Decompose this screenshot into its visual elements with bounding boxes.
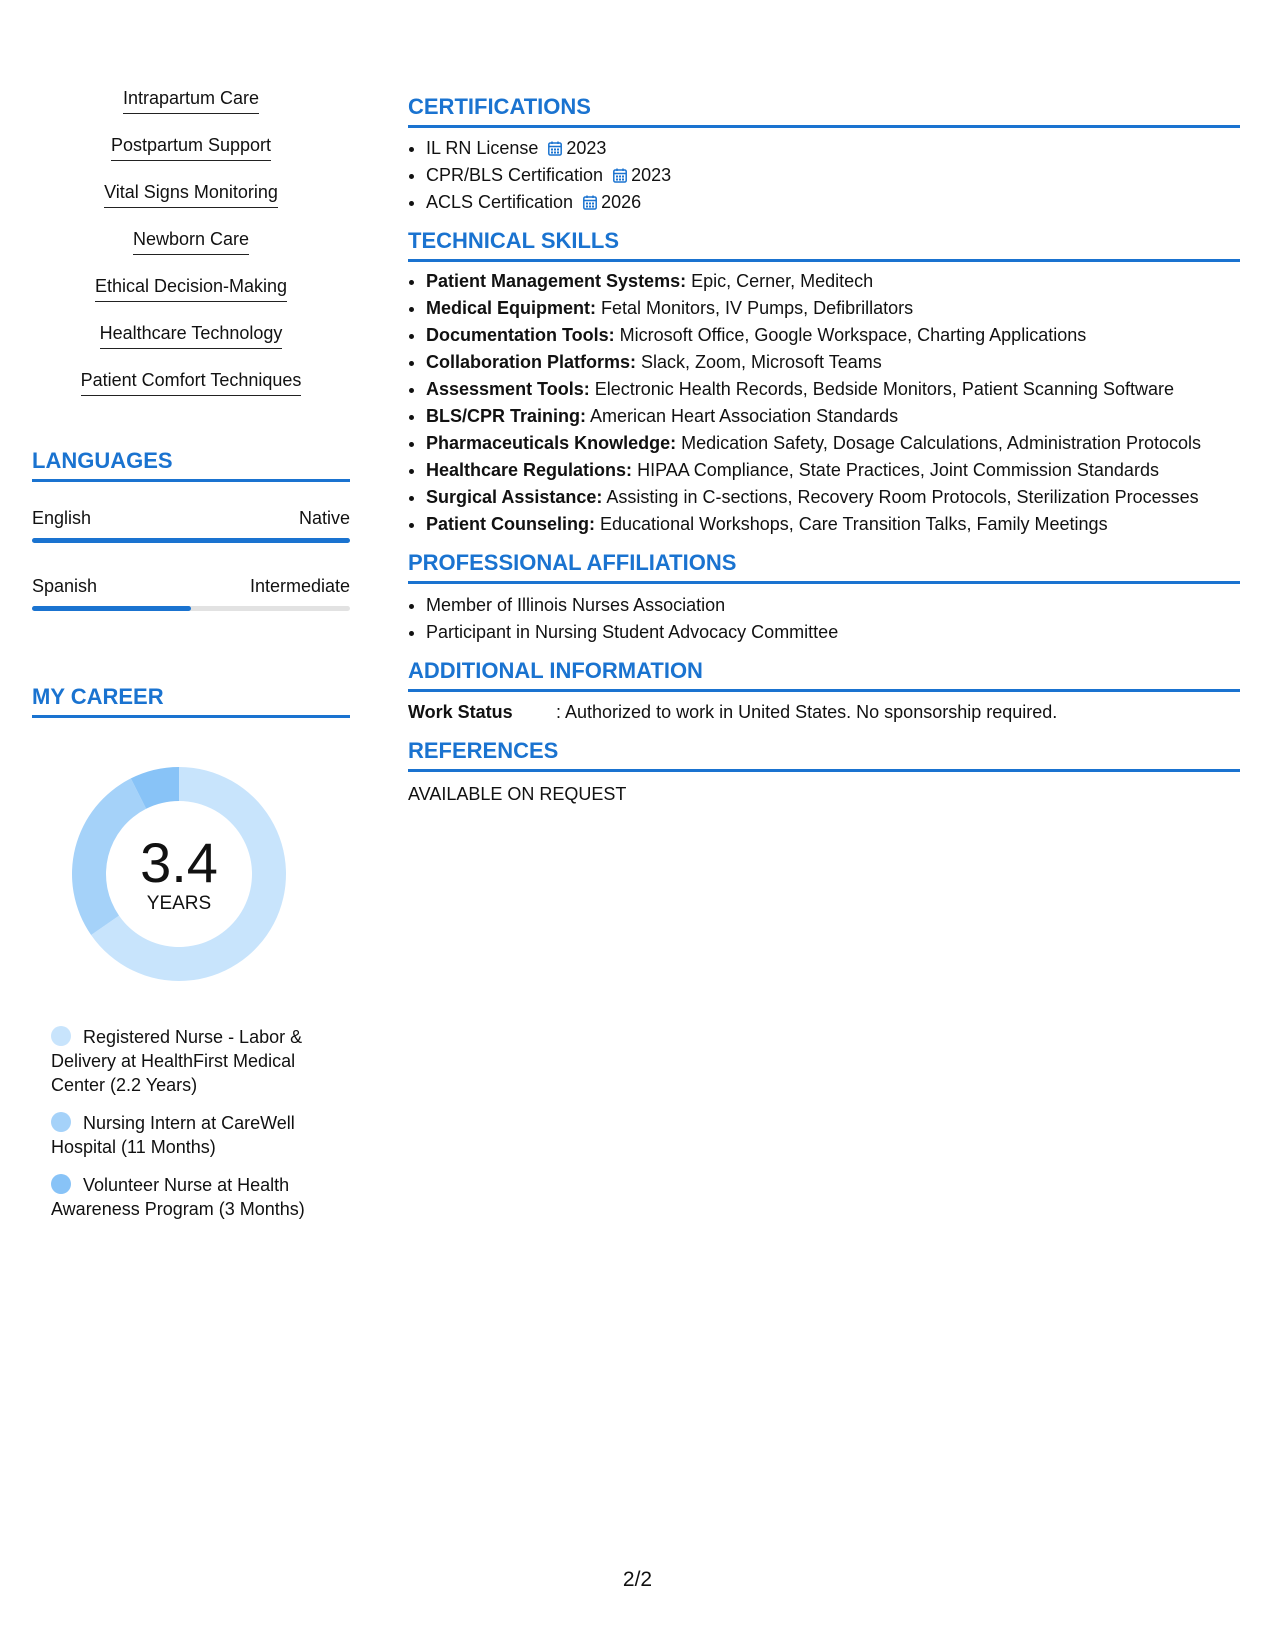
certification-name: CPR/BLS Certification <box>426 165 604 185</box>
references-title: REFERENCES <box>408 738 1240 772</box>
technical-skill-item <box>426 457 1240 484</box>
technical-skill-label: BLS/CPR Training: <box>426 406 587 426</box>
references-section <box>408 738 1240 806</box>
technical-skill-item <box>426 268 1240 295</box>
language-name: English <box>32 508 92 528</box>
skill-tag: Intrapartum Care <box>123 86 259 114</box>
skill-tag: Newborn Care <box>133 227 249 255</box>
career-title: MY CAREER <box>32 684 350 718</box>
technical-skill-item <box>426 376 1240 403</box>
career-section <box>32 684 350 1221</box>
skill-tag: Patient Comfort Techniques <box>81 368 302 396</box>
technical-skill-item <box>426 511 1240 538</box>
language-proficiency-bar <box>32 606 350 611</box>
technical-skill-value: Educational Workshops, Care Transition Talks, Family Meetings <box>595 514 1108 534</box>
affiliation-item: • Participant in Nursing Student Advocacy Committee <box>426 619 1240 646</box>
legend-label: Registered Nurse - Labor & Delivery at HealthFirst Medical Center (2.2 Years) <box>51 1027 303 1095</box>
language-level: Native <box>298 508 350 528</box>
legend-label: Volunteer Nurse at Health Awareness Program (3 Months) <box>51 1175 305 1219</box>
certification-year: 2026 <box>601 192 642 212</box>
additional-info-section <box>408 658 1240 724</box>
technical-skill-item <box>426 430 1240 457</box>
career-donut <box>66 761 292 987</box>
affiliation-item: • Member of Illinois Nurses Association <box>426 592 1240 619</box>
technical-skill-label: Medical Equipment: <box>426 298 597 318</box>
technical-skill-value: Medication Safety, Dosage Calculations, Administration Protocols <box>676 433 1202 453</box>
affiliations-list <box>408 592 1240 646</box>
certification-year: 2023 <box>566 138 607 158</box>
career-legend <box>51 1025 331 1221</box>
certification-item <box>426 162 1240 189</box>
languages-title: LANGUAGES <box>32 448 350 482</box>
certification-name: ACLS Certification <box>426 192 574 212</box>
work-status-value: : Authorized to work in United States. No sponsorship required. <box>556 702 1058 722</box>
technical-skill-item <box>426 349 1240 376</box>
legend-item <box>51 1173 331 1221</box>
language-proficiency-fill <box>32 538 350 543</box>
career-total-value: 3.4 <box>140 831 218 894</box>
technical-skill-value: Electronic Health Records, Bedside Monitors, Patient Scanning Software <box>589 379 1175 399</box>
certification-item <box>426 189 1240 216</box>
technical-skill-value: HIPAA Compliance, State Practices, Joint Commission Standards <box>632 460 1159 480</box>
legend-item <box>51 1025 331 1097</box>
certifications-title: CERTIFICATIONS <box>408 94 1240 128</box>
legend-label: Nursing Intern at CareWell Hospital (11 Months) <box>51 1113 295 1157</box>
technical-skill-value: Assisting in C-sections, Recovery Room Protocols, Sterilization Processes <box>602 487 1199 507</box>
certification-item <box>426 135 1240 162</box>
technical-skill-value: Fetal Monitors, IV Pumps, Defibrillators <box>596 298 914 318</box>
technical-skill-label: Patient Counseling: <box>426 514 596 534</box>
technical-skills-list <box>408 268 1240 538</box>
technical-skill-item <box>426 295 1240 322</box>
technical-skill-label: Healthcare Regulations: <box>426 460 633 480</box>
skills-list <box>32 86 350 415</box>
language-level: Intermediate <box>249 576 350 596</box>
affiliations-section <box>408 550 1240 646</box>
legend-dot <box>51 1112 71 1132</box>
technical-skill-value: Epic, Cerner, Meditech <box>686 271 874 291</box>
right-column <box>408 94 1240 806</box>
certifications-list <box>408 135 1240 216</box>
page-number: 2/2 <box>622 1568 653 1591</box>
work-status-label: Work Status <box>408 702 513 722</box>
certification-year: 2023 <box>631 165 672 185</box>
technical-skill-label: Surgical Assistance: <box>426 487 603 507</box>
technical-skill-label: Pharmaceuticals Knowledge: <box>426 433 677 453</box>
skill-tag: Ethical Decision-Making <box>95 274 287 302</box>
legend-dot <box>51 1174 71 1194</box>
technical-skill-item <box>426 322 1240 349</box>
calendar-icon <box>548 141 562 156</box>
references-text: AVAILABLE ON REQUEST <box>408 784 627 804</box>
technical-skills-section <box>408 228 1240 538</box>
calendar-icon <box>613 168 627 183</box>
languages-section <box>32 448 350 611</box>
certification-name: IL RN License <box>426 138 539 158</box>
affiliations-title: PROFESSIONAL AFFILIATIONS <box>408 550 1240 584</box>
work-status-row <box>408 700 1240 724</box>
legend-item <box>51 1111 331 1159</box>
language-name: Spanish <box>32 576 98 596</box>
skill-tag: Vital Signs Monitoring <box>104 180 278 208</box>
certifications-section <box>408 94 1240 216</box>
technical-skills-title: TECHNICAL SKILLS <box>408 228 1240 262</box>
calendar-icon <box>583 195 597 210</box>
technical-skill-label: Collaboration Platforms: <box>426 352 637 372</box>
language-proficiency-fill <box>32 606 191 611</box>
language-item <box>32 575 350 611</box>
technical-skill-label: Documentation Tools: <box>426 325 615 345</box>
skill-tag: Postpartum Support <box>111 133 271 161</box>
technical-skill-value: American Heart Association Standards <box>586 406 899 426</box>
left-column <box>32 86 350 1235</box>
language-item <box>32 507 350 543</box>
language-proficiency-bar <box>32 538 350 543</box>
technical-skill-label: Patient Management Systems: <box>426 271 687 291</box>
technical-skill-item <box>426 403 1240 430</box>
skill-tag: Healthcare Technology <box>100 321 283 349</box>
technical-skill-value: Microsoft Office, Google Workspace, Charting Applications <box>614 325 1087 345</box>
technical-skill-label: Assessment Tools: <box>426 379 590 399</box>
additional-info-title: ADDITIONAL INFORMATION <box>408 658 1240 692</box>
career-total-unit: YEARS <box>146 893 212 914</box>
legend-dot <box>51 1026 71 1046</box>
technical-skill-value: Slack, Zoom, Microsoft Teams <box>636 352 882 372</box>
career-total <box>66 833 292 915</box>
technical-skill-item <box>426 484 1240 511</box>
